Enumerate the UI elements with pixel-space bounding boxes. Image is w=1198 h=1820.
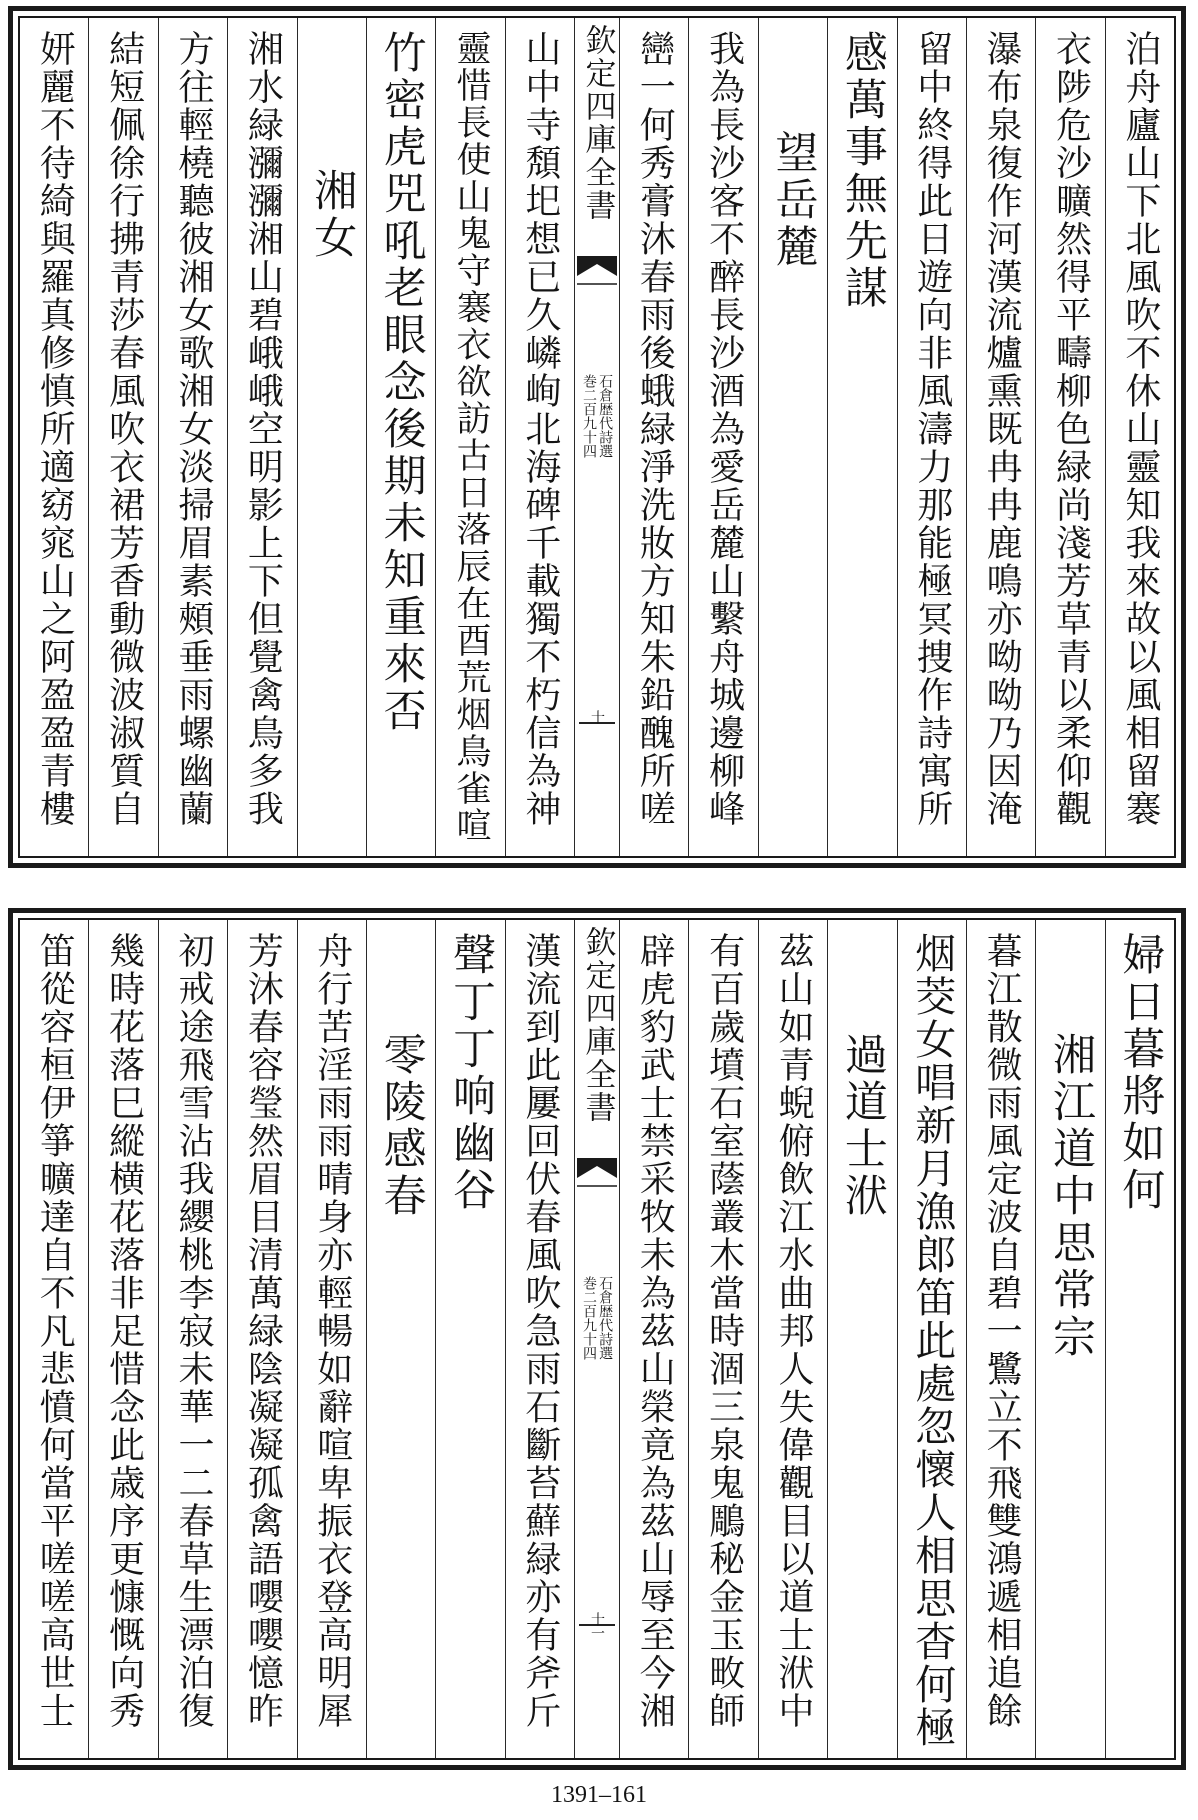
banner-source: 石倉歴代詩選 巻二百九十四: [581, 374, 614, 458]
text-column: [619, 920, 688, 1758]
text-column: [158, 920, 227, 1758]
column-text: 感萬事無先謀: [837, 30, 888, 312]
column-text: 笛從容桓伊箏曠達自不凡悲憤何當平嗟嗟高世士: [34, 932, 76, 1730]
text-column: [20, 18, 88, 856]
text-column: [827, 18, 896, 856]
banner-title: 欽定四庫全書: [579, 24, 616, 222]
column-text: 有百歲墳石室蔭叢木當時涸三泉鬼鵰秘金玉畋師: [703, 932, 745, 1730]
banner-page-number: 十: [589, 710, 605, 724]
upper-book-page: [8, 6, 1186, 868]
text-column: [619, 18, 688, 856]
column-text: 湘水緑瀰瀰湘山碧峨峨空明影上下但覺禽鳥多我: [242, 30, 284, 828]
column-text: 結短佩徐行拂青莎春風吹衣裙芳香動微波淑質自: [103, 30, 145, 828]
column-text: 我為長沙客不醉長沙酒為愛岳麓山繫舟城邊柳峰: [703, 30, 745, 828]
column-text: 舟行苦淫雨雨晴身亦輕暢如辭喧卑振衣登高明犀: [311, 932, 353, 1730]
lower-page-frame: [18, 918, 1176, 1760]
text-column: [758, 920, 827, 1758]
text-column: [435, 18, 504, 856]
column-text: 竹密虎兕吼老眼念後期未知重來否: [376, 30, 427, 735]
poem-title: 望岳麓: [768, 130, 819, 271]
center-banner: [574, 18, 619, 856]
text-column: [688, 920, 757, 1758]
fishtail-ornament-icon: [577, 1158, 617, 1206]
poem-title: 湘女: [307, 168, 358, 262]
column-text: 山中寺頽圯想已久嶙峋北海碑千載獨不朽信為神: [519, 30, 561, 828]
column-text: 茲山如青蜺俯飲江水曲邦人失偉觀目以道士洑中: [772, 932, 814, 1730]
text-column: [297, 920, 366, 1758]
column-text: 暮江散微雨風定波自碧一鷺立不飛雙鴻遞相追餘: [981, 932, 1023, 1730]
column-text: 初戒途飛雪沾我纓桃李寂未華一二春草生漂泊復: [172, 932, 214, 1730]
banner-title: 欽定四庫全書: [579, 926, 616, 1124]
upper-page-frame: [18, 16, 1176, 858]
column-text: 衣陟危沙曠然得平疇柳色緑尚淺芳草青以柔仰觀: [1050, 30, 1092, 828]
text-column: [1105, 920, 1174, 1758]
text-column: [158, 18, 227, 856]
column-text: 方往輕橈聽彼湘女歌湘女淡掃眉素頰垂雨螺幽蘭: [172, 30, 214, 828]
column-text: 幾時花落巳縱横花落非足惜念此歳序更慷慨向秀: [103, 932, 145, 1730]
text-column: [88, 18, 157, 856]
poem-title-column: [366, 920, 435, 1758]
text-column: [227, 18, 296, 856]
text-column: [88, 920, 157, 1758]
column-text: 聲丁丁响幽谷: [445, 932, 496, 1214]
column-text: 泊舟廬山下北風吹不休山靈知我來故以風相留褰: [1119, 30, 1161, 828]
lower-book-page: [8, 908, 1186, 1770]
text-column: [1035, 18, 1104, 856]
text-column: [366, 18, 435, 856]
column-text: 靈惜長使山鬼守褰衣欲訪古日落辰在酉荒烟鳥雀喧: [450, 30, 491, 844]
column-text: 婦日暮將如何: [1115, 932, 1166, 1214]
column-text: 漢流到此屢回伏春風吹急雨石斷苔蘚緑亦有斧斤: [519, 932, 561, 1730]
column-text: 留中終得此日遊向非風濤力那能極冥捜作詩寓所: [911, 30, 953, 828]
poem-title: 湘江道中思常宗: [1045, 1032, 1096, 1361]
poem-title: 過道士洑: [837, 1032, 888, 1220]
banner-source: 石倉歴代詩選 巻二百九十四: [581, 1276, 614, 1360]
center-banner: [574, 920, 619, 1758]
column-text: 巒一何秀膏沐春雨後蛾緑淨洗妝方知朱鉛醜所嗟: [634, 30, 676, 828]
fishtail-ornament-icon: [577, 256, 617, 304]
column-text: 妍麗不待綺與羅真修慎所適窈窕山之阿盈盈青樓: [34, 30, 76, 828]
text-column: [505, 18, 574, 856]
banner-page-number: 十一: [589, 1612, 605, 1640]
scan-page-label: 1391–161: [551, 1782, 647, 1808]
text-column: [897, 18, 966, 856]
poem-title-column: [1035, 920, 1104, 1758]
poem-title-column: [297, 18, 366, 856]
column-text: 芳沐春容瑩然眉目清萬緑陰凝凝孤禽語嚶嚶憶昨: [242, 932, 284, 1730]
poem-title-column: [827, 920, 896, 1758]
text-column: [897, 920, 966, 1758]
poem-title: 零陵感春: [376, 1032, 427, 1220]
column-text: 瀑布泉復作河漢流爐熏既冉冉鹿鳴亦呦呦乃因淹: [981, 30, 1023, 828]
text-column: [688, 18, 757, 856]
text-column: [20, 920, 88, 1758]
text-column: [1105, 18, 1174, 856]
poem-title-column: [758, 18, 827, 856]
text-column: [966, 18, 1035, 856]
text-column: [435, 920, 504, 1758]
column-text: 烟茭女唱新月漁郎笛此處忽懷人相思杳何極: [908, 932, 957, 1749]
column-text: 辟虎豹武士禁采牧未為茲山榮竟為茲山辱至今湘: [634, 932, 676, 1730]
text-column: [966, 920, 1035, 1758]
text-column: [505, 920, 574, 1758]
text-column: [227, 920, 296, 1758]
